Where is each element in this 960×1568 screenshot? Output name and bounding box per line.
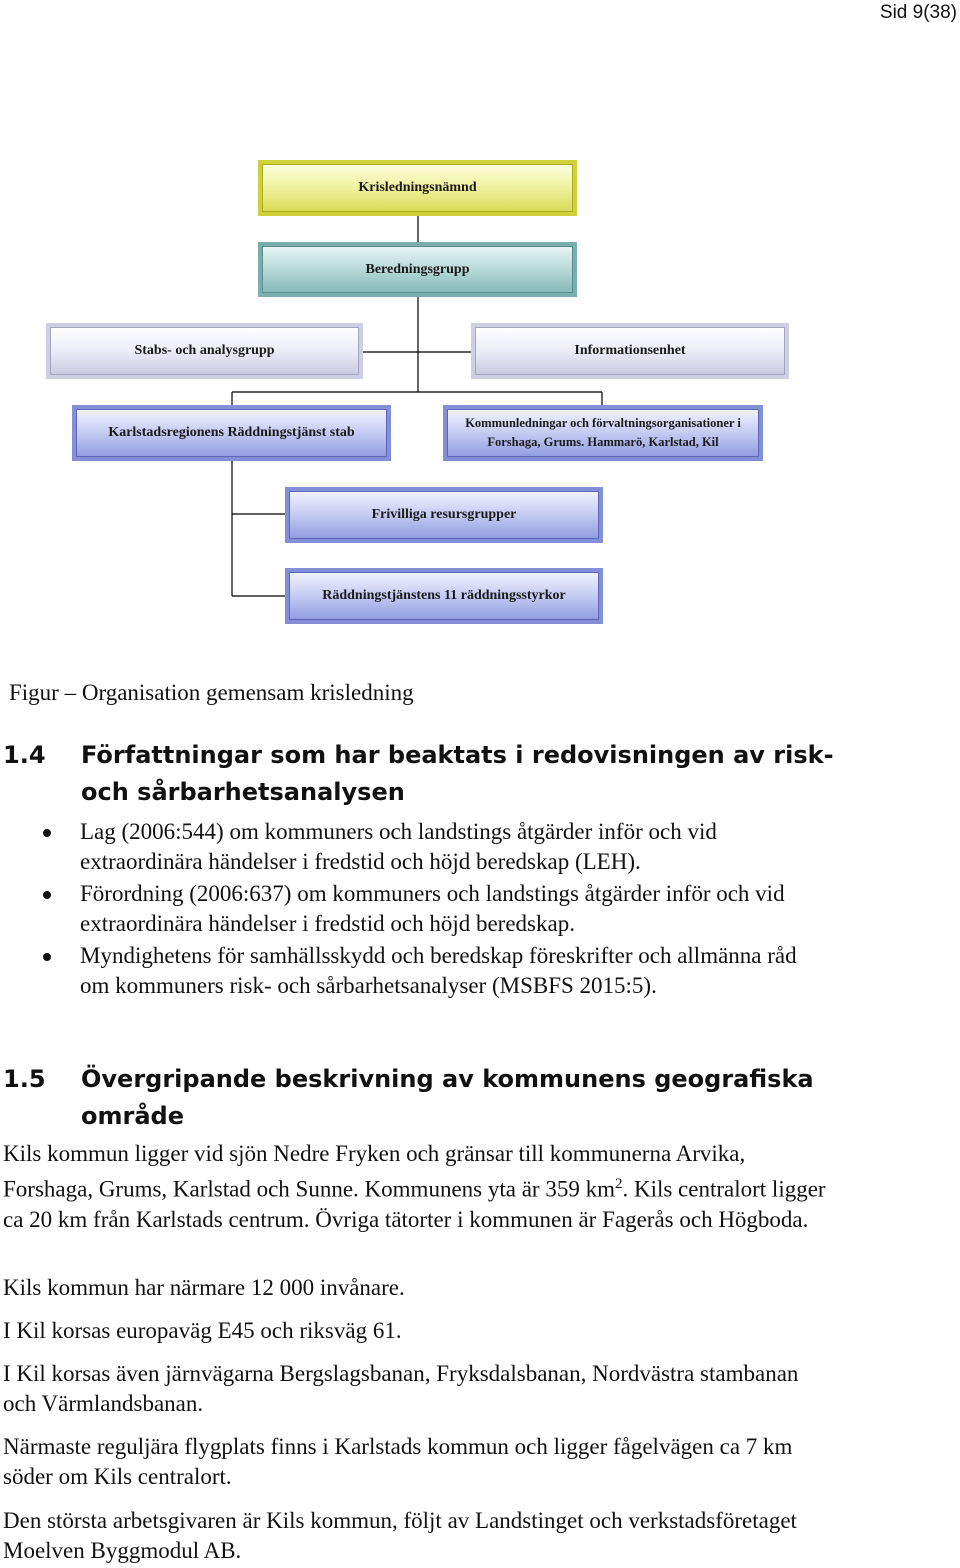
box-label: Krisledningsnämnd — [358, 180, 477, 195]
box-label: Stabs- och analysgrupp — [134, 343, 275, 358]
box-label: Räddningstjänstens 11 räddningsstyrkor — [322, 588, 566, 603]
box-krisledningsnamnd — [258, 160, 577, 216]
box-label-line2: Forshaga, Grums. Hammarö, Karlstad, Kil — [487, 435, 719, 449]
box-stabs-analysgrupp — [46, 323, 363, 379]
box-beredningsgrupp — [258, 242, 577, 297]
box-informationsenhet — [471, 323, 789, 379]
list-item: Förordning (2006:637) om kommuners och landstings åtgärder inför och vid extraordinära händelser i fredstid och höjd beredskap. — [0, 879, 830, 939]
legislation-list — [0, 817, 830, 1003]
figure-caption: Figur – Organisation gemensam krisledning — [9, 680, 414, 705]
box-label: Beredningsgrupp — [365, 261, 470, 277]
paragraph-railways: I Kil korsas även järnvägarna Bergslagsbanan, Fryksdalsbanan, Nordvästra stambanan och Värmlandsbanan. — [3, 1361, 799, 1416]
box-kommunledningar — [443, 405, 763, 461]
org-chart-connectors — [0, 0, 960, 640]
paragraph-text: Kils kommun ligger vid sjön Nedre Fryken och gränsar till kommunerna Arvika, Forshaga, Grums, Karlstad och Sunne. Kommunens yta är 359 km — [3, 1141, 746, 1202]
box-raddningstjanst-stab — [72, 405, 391, 461]
section-1-4-heading — [3, 737, 841, 811]
section-title: Författningar som har beaktats i redovisningen av risk- och sårbarhetsanalysen — [81, 741, 834, 806]
superscript: 2 — [614, 1176, 623, 1192]
paragraph-population: Kils kommun har närmare 12 000 invånare. — [3, 1275, 405, 1300]
paragraph-location — [3, 1139, 833, 1235]
box-frivilliga-resursgrupper — [285, 487, 603, 543]
paragraph-airport: Närmaste reguljära flygplats finns i Karlstads kommun och ligger fågelvägen ca 7 km söder om Kils centralort. — [3, 1434, 793, 1489]
list-item: Myndighetens för samhällsskydd och beredskap föreskrifter och allmänna råd om kommuners risk- och sårbarhetsanalyser (MSBFS 2015:5). — [0, 941, 830, 1001]
page-number: Sid 9(38) — [879, 2, 957, 23]
section-1-5-heading — [3, 1061, 841, 1135]
box-raddningsstyrkor — [285, 568, 603, 624]
box-label: Karlstadsregionens Räddningstjänst stab — [108, 425, 355, 440]
box-label: Informationsenhet — [574, 343, 686, 358]
paragraph-text: . Kils centralort ligger ca 20 km från Karlstads centrum. Övriga tätorter i kommunen är Fagerås och Högboda. — [3, 1176, 826, 1232]
section-number: 1.5 — [3, 1065, 46, 1093]
box-label-line1: Kommunledningar och förvaltningsorganisationer i — [465, 416, 741, 430]
section-number: 1.4 — [3, 741, 46, 769]
section-title: Övergripande beskrivning av kommunens geografiska område — [81, 1065, 814, 1130]
paragraph-roads: I Kil korsas europaväg E45 och riksväg 61. — [3, 1318, 402, 1343]
list-item: Lag (2006:544) om kommuners och landstings åtgärder inför och vid extraordinära händelser i fredstid och höjd beredskap (LEH). — [0, 817, 830, 877]
paragraph-employers: Den största arbetsgivaren är Kils kommun, följt av Landstinget och verkstadsföretaget Moelven Byggmodul AB. — [3, 1508, 797, 1563]
box-label: Frivilliga resursgrupper — [371, 507, 517, 522]
